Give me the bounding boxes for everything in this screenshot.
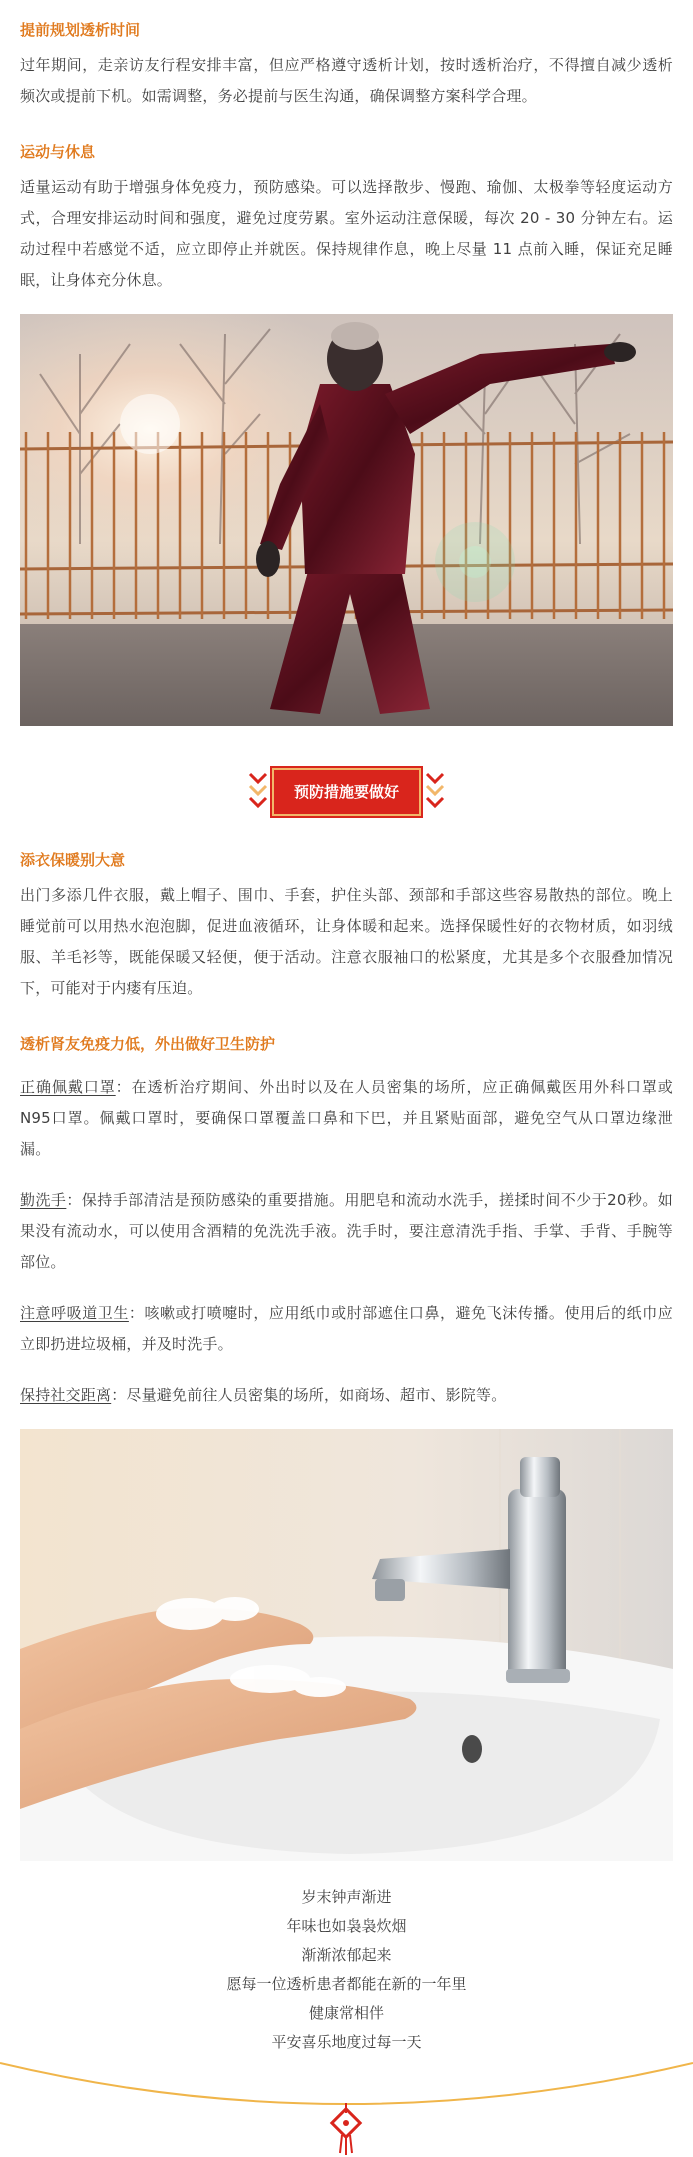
chinese-knot-icon bbox=[332, 2103, 360, 2155]
closing-line: 平安喜乐地度过每一天 bbox=[271, 2033, 422, 2051]
hygiene-term-handwash: 勤洗手 bbox=[20, 1191, 67, 1209]
closing-poem bbox=[0, 1883, 693, 2057]
section-heading-hygiene: 透析肾友免疫力低，外出做好卫生防护 bbox=[20, 1035, 276, 1053]
hygiene-item-handwash bbox=[20, 1185, 673, 1278]
section-body-keep-warm: 出门多添几件衣服，戴上帽子、围巾、手套，护住头部、颈部和手部这些容易散热的部位。晚上睡觉前可以用热水泡泡脚，促进血液循环，让身体暖和起来。选择保暖性好的衣物材质，如羽绒服、羊毛衫等，既能保暖又轻便，便于活动。注意衣服袖口的松紧度，尤其是多个衣服叠加情况下，可能对于内瘘有压迫。 bbox=[20, 886, 673, 997]
banner-chevron-right-icon bbox=[425, 768, 445, 816]
closing-line: 年味也如袅袅炊烟 bbox=[286, 1917, 407, 1935]
section-body-dialysis-schedule: 过年期间，走亲访友行程安排丰富，但应严格遵守透析计划，按时透析治疗，不得擅自减少透析频次或提前下机。如需调整，务必提前与医生沟通，确保调整方案科学合理。 bbox=[20, 56, 673, 105]
tai-chi-photo bbox=[20, 314, 673, 726]
hygiene-item-mask bbox=[20, 1072, 673, 1165]
closing-line: 岁末钟声渐进 bbox=[301, 1888, 392, 1906]
closing-line: 渐渐浓郁起来 bbox=[301, 1946, 392, 1964]
closing-line: 愿每一位透析患者都能在新的一年里 bbox=[226, 1975, 467, 1993]
hygiene-text-mask: ：在透析治疗期间、外出时以及在人员密集的场所，应正确佩戴医用外科口罩或N95口罩。佩戴口罩时，要确保口罩覆盖口鼻和下巴，并且紧贴面部，避免空气从口罩边缘泄漏。 bbox=[20, 1078, 673, 1158]
handwashing-photo bbox=[20, 1429, 673, 1861]
hygiene-text-handwash: ：保持手部清洁是预防感染的重要措施。用肥皂和流动水洗手，搓揉时间不少于20秒。如果没有流动水，可以使用含酒精的免洗洗手液。洗手时，要注意清洗手指、手掌、手背、手腕等部位。 bbox=[20, 1191, 673, 1271]
section-body-exercise-rest: 适量运动有助于增强身体免疫力，预防感染。可以选择散步、慢跑、瑜伽、太极拳等轻度运动方式，合理安排运动时间和强度，避免过度劳累。室外运动注意保暖，每次 20 - 30 分钟左右。运动过程中若感觉不适，应立即停止并就医。保持规律作息，晚上尽量 11 点前入睡，保证充足睡眠，让身体充分休息。 bbox=[20, 178, 673, 289]
hygiene-item-distance bbox=[20, 1380, 673, 1411]
banner-title: 预防措施要做好 bbox=[272, 768, 421, 816]
section-heading-exercise-rest: 运动与休息 bbox=[20, 143, 96, 161]
hygiene-text-respiratory: ：咳嗽或打喷嚏时，应用纸巾或肘部遮住口鼻，避免飞沫传播。使用后的纸巾应立即扔进垃圾桶，并及时洗手。 bbox=[20, 1304, 673, 1353]
closing-line: 健康常相伴 bbox=[308, 2004, 384, 2022]
hygiene-item-respiratory bbox=[20, 1298, 673, 1360]
hygiene-term-mask: 正确佩戴口罩 bbox=[20, 1078, 116, 1096]
banner-chevron-left-icon bbox=[248, 768, 268, 816]
section-heading-keep-warm: 添衣保暖别大意 bbox=[20, 851, 126, 869]
prevention-banner bbox=[20, 764, 673, 820]
hygiene-text-distance: ：尽量避免前往人员密集的场所，如商场、超市、影院等。 bbox=[111, 1386, 507, 1404]
hygiene-term-respiratory: 注意呼吸道卫生 bbox=[20, 1304, 129, 1322]
hygiene-term-distance: 保持社交距离 bbox=[20, 1386, 112, 1404]
section-heading-dialysis-schedule: 提前规划透析时间 bbox=[20, 21, 141, 39]
article-content bbox=[20, 10, 673, 1861]
footer-arc bbox=[0, 2055, 693, 2157]
